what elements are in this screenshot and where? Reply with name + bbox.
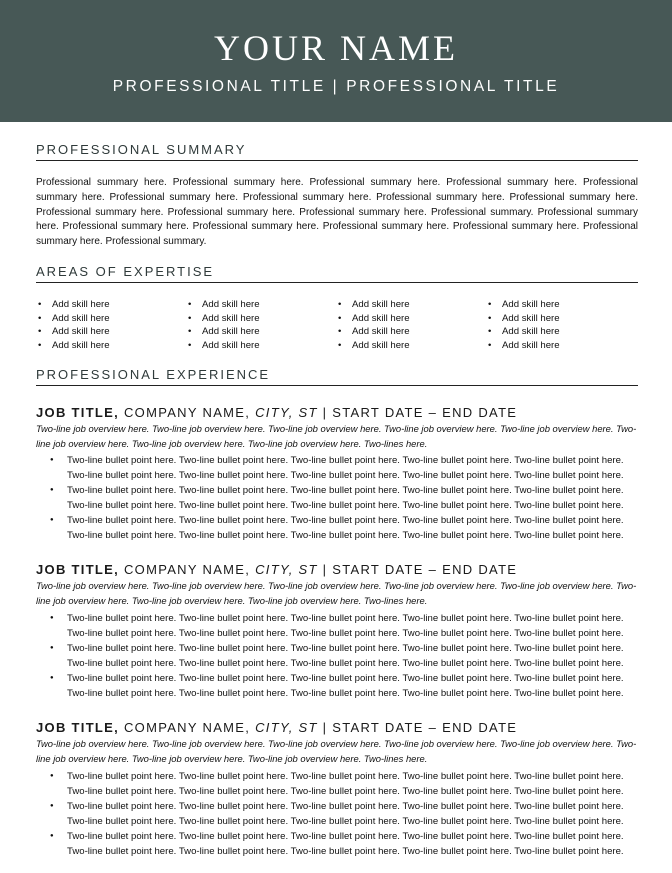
job-location: CITY, ST: [255, 719, 318, 735]
skill-item: • Add skill here: [36, 339, 186, 353]
job-dates: | START DATE – END DATE: [317, 404, 518, 420]
skills-column: [36, 298, 186, 353]
skill-item: • Add skill here: [336, 298, 486, 312]
company-name: COMPANY NAME,: [119, 562, 256, 578]
skill-item: • Add skill here: [486, 325, 636, 339]
summary-paragraph: Professional summary here. Professional summary here. Professional summary here. Professional summary here. Professional summary here. Professional summary here. Professional summary here. Professional summary here. Professional summary here. Professional summary here. Professional summary here. Professional summary here. Professional summary. Professional summary here. Professional summary here. Professional summary here. Professional summary here. Professional summary here. Professional summary here. Professional summary.: [36, 177, 638, 248]
bullet-point: ● Two-line bullet point here. Two-line bullet point here. Two-line bullet point here. Two-line bullet point here. Two-line bullet point here. Two-line bullet point here. Two-line bullet point here. Two-line bullet point here. Two-line bullet point here. Two-line bullet point here.: [67, 611, 638, 641]
job-heading: [36, 405, 638, 421]
bullet-point: ● Two-line bullet point here. Two-line bullet point here. Two-line bullet point here. Two-line bullet point here. Two-line bullet point here. Two-line bullet point here. Two-line bullet point here. Two-line bullet point here. Two-line bullet point here. Two-line bullet point here.: [67, 513, 638, 543]
job-entry: [36, 562, 638, 701]
bullet-point: ● Two-line bullet point here. Two-line bullet point here. Two-line bullet point here. Two-line bullet point here. Two-line bullet point here. Two-line bullet point here. Two-line bullet point here. Two-line bullet point here. Two-line bullet point here. Two-line bullet point here.: [67, 641, 638, 671]
job-bullets: [36, 611, 638, 701]
job-overview: Two-line job overview here. Two-line job overview here. Two-line job overview here. Two-line job overview here. Two-line job overview here. Two-line job overview here. Two-line job overview here. Two-line job overview here. Two-lines here.: [36, 580, 637, 607]
job-heading: [36, 562, 638, 578]
skill-item: • Add skill here: [336, 312, 486, 326]
skill-item: • Add skill here: [36, 312, 186, 326]
skill-item: • Add skill here: [486, 339, 636, 353]
bullet-point: ● Two-line bullet point here. Two-line bullet point here. Two-line bullet point here. Two-line bullet point here. Two-line bullet point here. Two-line bullet point here. Two-line bullet point here. Two-line bullet point here. Two-line bullet point here. Two-line bullet point here.: [67, 453, 638, 483]
skill-item: • Add skill here: [186, 339, 336, 353]
skills-column: [336, 298, 486, 353]
job-location: CITY, ST: [255, 562, 318, 578]
skill-item: • Add skill here: [36, 325, 186, 339]
skills-column: [486, 298, 636, 353]
header-banner: [0, 0, 672, 122]
skill-item: • Add skill here: [186, 312, 336, 326]
job-entry: [36, 720, 638, 859]
job-location: CITY, ST: [255, 404, 318, 420]
section-heading-summary: PROFESSIONAL SUMMARY: [36, 142, 638, 161]
bullet-point: ● Two-line bullet point here. Two-line bullet point here. Two-line bullet point here. Two-line bullet point here. Two-line bullet point here. Two-line bullet point here. Two-line bullet point here. Two-line bullet point here. Two-line bullet point here. Two-line bullet point here.: [67, 829, 638, 859]
section-heading-experience: PROFESSIONAL EXPERIENCE: [36, 367, 638, 386]
skill-item: • Add skill here: [336, 325, 486, 339]
skill-item: • Add skill here: [186, 325, 336, 339]
resume-body: [0, 142, 672, 859]
candidate-name: YOUR NAME: [213, 28, 458, 68]
skill-item: • Add skill here: [486, 312, 636, 326]
company-name: COMPANY NAME,: [119, 719, 256, 735]
job-heading: [36, 720, 638, 736]
bullet-point: ● Two-line bullet point here. Two-line bullet point here. Two-line bullet point here. Two-line bullet point here. Two-line bullet point here. Two-line bullet point here. Two-line bullet point here. Two-line bullet point here. Two-line bullet point here. Two-line bullet point here.: [67, 483, 638, 513]
job-bullets: [36, 769, 638, 859]
company-name: COMPANY NAME,: [119, 404, 256, 420]
skill-item: • Add skill here: [336, 339, 486, 353]
job-overview: Two-line job overview here. Two-line job overview here. Two-line job overview here. Two-line job overview here. Two-line job overview here. Two-line job overview here. Two-line job overview here. Two-line job overview here. Two-lines here.: [36, 737, 637, 764]
professional-titles: PROFESSIONAL TITLE | PROFESSIONAL TITLE: [112, 78, 560, 95]
section-heading-expertise: AREAS OF EXPERTISE: [36, 264, 638, 283]
skill-item: • Add skill here: [186, 298, 336, 312]
bullet-point: ● Two-line bullet point here. Two-line bullet point here. Two-line bullet point here. Two-line bullet point here. Two-line bullet point here. Two-line bullet point here. Two-line bullet point here. Two-line bullet point here. Two-line bullet point here. Two-line bullet point here.: [67, 799, 638, 829]
bullet-point: ● Two-line bullet point here. Two-line bullet point here. Two-line bullet point here. Two-line bullet point here. Two-line bullet point here. Two-line bullet point here. Two-line bullet point here. Two-line bullet point here. Two-line bullet point here. Two-line bullet point here.: [67, 769, 638, 799]
job-title: JOB TITLE,: [36, 404, 120, 420]
skill-item: • Add skill here: [486, 298, 636, 312]
job-dates: | START DATE – END DATE: [317, 719, 518, 735]
job-dates: | START DATE – END DATE: [317, 562, 518, 578]
job-bullets: [36, 453, 638, 543]
job-title: JOB TITLE,: [36, 562, 120, 578]
job-overview: Two-line job overview here. Two-line job overview here. Two-line job overview here. Two-line job overview here. Two-line job overview here. Two-line job overview here. Two-line job overview here. Two-line job overview here. Two-lines here.: [36, 422, 637, 449]
job-title: JOB TITLE,: [36, 719, 120, 735]
skills-column: [186, 298, 336, 353]
skills-grid: [36, 298, 638, 353]
job-entry: [36, 405, 638, 544]
bullet-point: ● Two-line bullet point here. Two-line bullet point here. Two-line bullet point here. Two-line bullet point here. Two-line bullet point here. Two-line bullet point here. Two-line bullet point here. Two-line bullet point here. Two-line bullet point here. Two-line bullet point here.: [67, 671, 638, 701]
skill-item: • Add skill here: [36, 298, 186, 312]
